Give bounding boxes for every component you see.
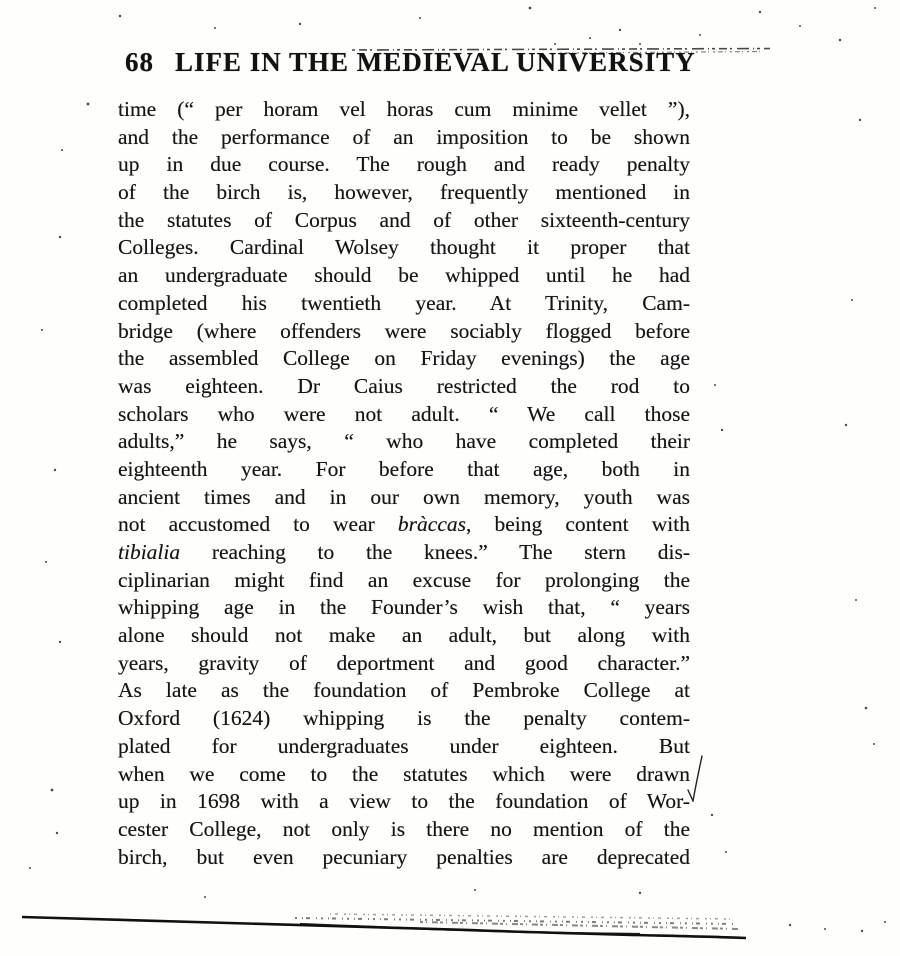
text-line: birch, but even pecuniary penalties are deprecated bbox=[118, 844, 690, 869]
text-line: up in due course. The rough and ready penalty bbox=[118, 152, 690, 177]
text-line: scholars who were not adult. “ We call those bbox=[118, 401, 690, 426]
text-line: whipping age in the Founder’s wish that, “ years bbox=[118, 595, 690, 620]
text-line: of the birch is, however, frequently mentioned in bbox=[118, 180, 690, 205]
text-line: ciplinarian might find an excuse for prolonging the bbox=[118, 567, 690, 592]
text-line: an undergraduate should be whipped until he had bbox=[118, 263, 690, 288]
text-line: time (“ per horam vel horas cum minime vellet ”), bbox=[118, 97, 690, 121]
text-line: eighteenth year. For before that age, both in bbox=[118, 456, 690, 481]
bottom-scan-line bbox=[22, 914, 746, 938]
text-line: Oxford (1624) whipping is the penalty contem- bbox=[118, 706, 690, 731]
text-line: bridge (where offenders were sociably flogged before bbox=[118, 318, 690, 343]
text-line: As late as the foundation of Pembroke College at bbox=[118, 678, 690, 703]
page-body bbox=[118, 96, 690, 871]
page-title: LIFE IN THE MEDIEVAL UNIVERSITY bbox=[175, 47, 696, 77]
text-line: not accustomed to wear bràccas, being content with bbox=[118, 512, 690, 537]
text-line: cester College, not only is there no mention of the bbox=[118, 816, 690, 841]
text-line: the assembled College on Friday evenings) the age bbox=[118, 346, 690, 371]
page-number: 68 bbox=[125, 47, 154, 77]
text-line: and the performance of an imposition to be shown bbox=[118, 124, 690, 149]
text-line: when we come to the statutes which were drawn bbox=[118, 761, 690, 786]
text-line: tibialia reaching to the knees.” The stern dis- bbox=[118, 540, 690, 564]
text-line: Colleges. Cardinal Wolsey thought it proper that bbox=[118, 235, 690, 260]
text-line: years, gravity of deportment and good character.” bbox=[118, 650, 690, 675]
text-line: the statutes of Corpus and of other sixteenth-century bbox=[118, 207, 690, 232]
margin-pen-mark bbox=[688, 756, 702, 801]
text-line: up in 1698 with a view to the foundation of Wor- bbox=[118, 789, 690, 814]
text-line: adults,” he says, “ who have completed their bbox=[118, 429, 690, 454]
text-line: was eighteen. Dr Caius restricted the rod to bbox=[118, 373, 690, 398]
text-line: alone should not make an adult, but along with bbox=[118, 623, 690, 648]
text-line: ancient times and in our own memory, youth was bbox=[118, 484, 690, 509]
text-line: plated for undergraduates under eighteen. But bbox=[118, 733, 690, 758]
running-header bbox=[125, 47, 696, 78]
text-line: completed his twentieth year. At Trinity, Cam- bbox=[118, 290, 690, 315]
